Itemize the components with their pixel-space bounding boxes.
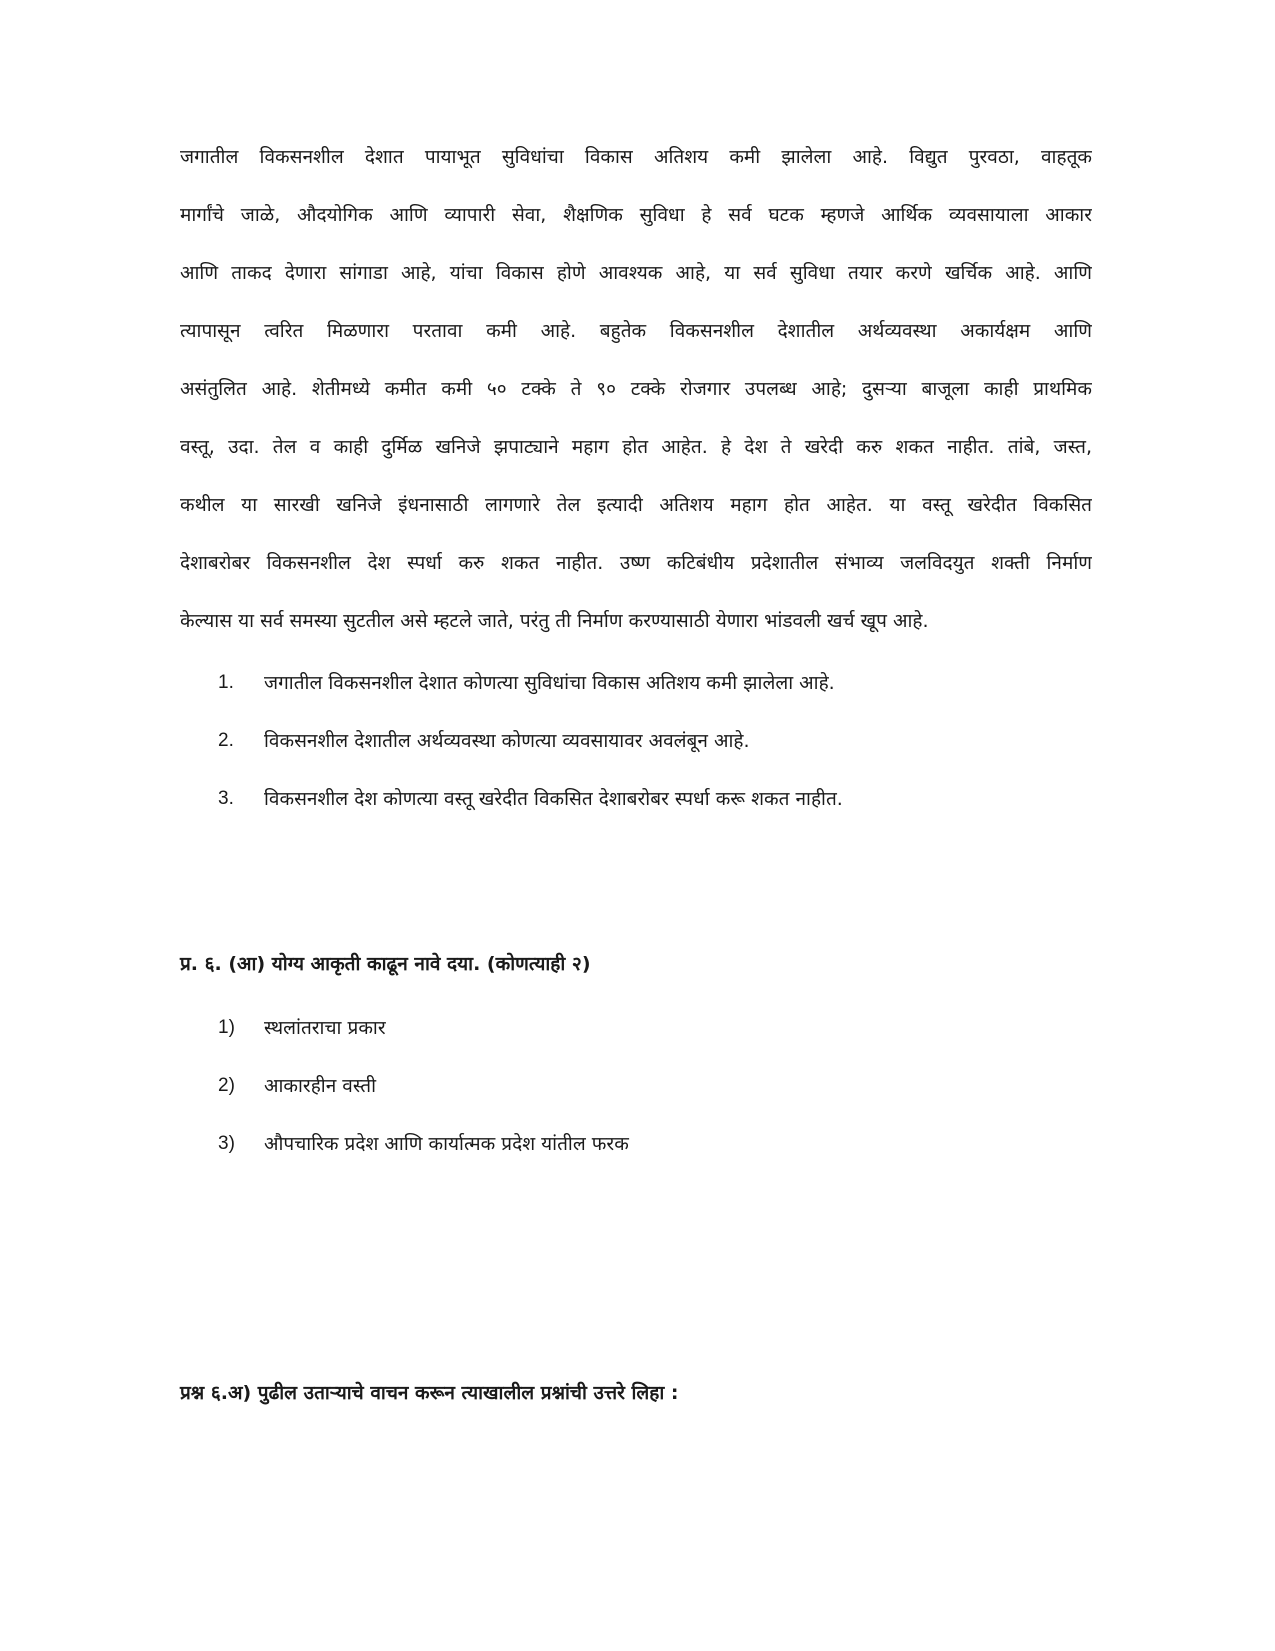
list-item	[218, 770, 1078, 828]
passage-line: कथील या सारखी खनिजे इंधनासाठी लागणारे तेल इत्यादी अतिशय महाग होत आहेत. या वस्तू खरेदीत विकसित	[180, 494, 1092, 516]
question-text: जगातील विकसनशील देशात कोणत्या सुविधांचा विकास अतिशय कमी झालेला आहे.	[264, 672, 835, 694]
passage-line: मार्गांचे जाळे, औदयोगिक आणि व्यापारी सेवा, शैक्षणिक सुविधा हे सर्व घटक म्हणजे आर्थिक व्यवसायाला आकार	[180, 204, 1092, 226]
reading-passage	[180, 128, 1092, 650]
diagram-topics-list	[218, 999, 1078, 1173]
passage-line: जगातील विकसनशील देशात पायाभूत सुविधांचा विकास अतिशय कमी झालेला आहे. विद्युत पुरवठा, वाहतूक	[180, 146, 1092, 168]
passage-line: वस्तू, उदा. तेल व काही दुर्मिळ खनिजे झपाट्याने महाग होत आहेत. हे देश ते खरेदी करु शकत नाहीत. तांबे, जस्त,	[180, 436, 1092, 458]
section-heading-passage: प्रश्न ६.अ) पुढील उताऱ्याचे वाचन करून त्याखालील प्रश्नांची उत्तरे लिहा :	[180, 1382, 679, 1404]
question-number: 1.	[218, 672, 234, 693]
item-text: औपचारिक प्रदेश आणि कार्यात्मक प्रदेश यांतील फरक	[264, 1133, 629, 1155]
item-number: 3)	[218, 1133, 235, 1154]
passage-line: केल्यास या सर्व समस्या सुटतील असे म्हटले जाते, परंतु ती निर्माण करण्यासाठी येणारा भांडवली खर्च खूप आहे.	[180, 610, 929, 632]
list-item	[218, 1115, 1078, 1173]
question-number: 2.	[218, 730, 234, 751]
item-number: 2)	[218, 1075, 235, 1096]
passage-line: आणि ताकद देणारा सांगाडा आहे, यांचा विकास होणे आवश्यक आहे, या सर्व सुविधा तयार करणे खर्चिक आहे. आणि	[180, 262, 1092, 284]
list-item	[218, 999, 1078, 1057]
item-number: 1)	[218, 1017, 235, 1038]
section-heading-diagrams: प्र. ६. (आ) योग्य आकृती काढून नावे दया. (कोणत्याही २)	[180, 953, 591, 975]
item-text: स्थलांतराचा प्रकार	[264, 1017, 386, 1039]
list-item	[218, 712, 1078, 770]
list-item	[218, 1057, 1078, 1115]
passage-line: त्यापासून त्वरित मिळणारा परतावा कमी आहे. बहुतेक विकसनशील देशातील अर्थव्यवस्था अकार्यक्षम आणि	[180, 320, 1092, 342]
list-item	[218, 654, 1078, 712]
question-text: विकसनशील देशातील अर्थव्यवस्था कोणत्या व्यवसायावर अवलंबून आहे.	[264, 730, 750, 752]
passage-questions-list	[218, 654, 1078, 828]
item-text: आकारहीन वस्ती	[264, 1075, 377, 1097]
passage-line: देशाबरोबर विकसनशील देश स्पर्धा करु शकत नाहीत. उष्ण कटिबंधीय प्रदेशातील संभाव्य जलविदयुत शक्ती निर्माण	[180, 552, 1092, 574]
question-number: 3.	[218, 788, 234, 809]
question-text: विकसनशील देश कोणत्या वस्तू खरेदीत विकसित देशाबरोबर स्पर्धा करू शकत नाहीत.	[264, 788, 843, 810]
passage-line: असंतुलित आहे. शेतीमध्ये कमीत कमी ५० टक्के ते ९० टक्के रोजगार उपलब्ध आहे; दुसऱ्या बाजूला काही प्राथमिक	[180, 378, 1092, 400]
